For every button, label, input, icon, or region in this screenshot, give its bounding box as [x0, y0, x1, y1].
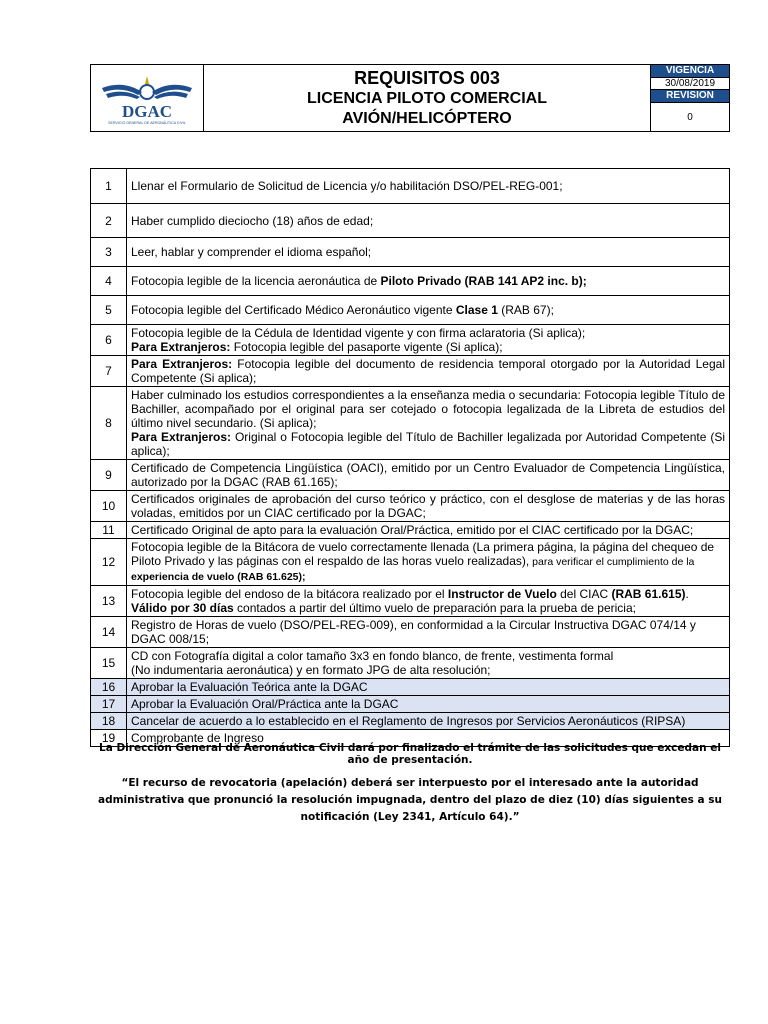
requirement-text: Para Extranjeros: Fotocopia legible del documento de residencia temporal otorgado por la Autoridad Legal Competente (Si aplica);: [127, 356, 730, 387]
logo-cell: [91, 65, 204, 132]
table-row: 2 Haber cumplido dieciocho (18) años de edad;: [91, 204, 730, 238]
table-row: 6 Fotocopia legible de la Cédula de Identidad vigente y con firma aclaratoria (Si aplica); Para Extranjeros: Fotocopia legible del pasaporte vigente (Si aplica);: [91, 325, 730, 356]
license-title: LICENCIA PILOTO COMERCIAL: [307, 90, 547, 107]
requirement-text: Fotocopia legible de la Bitácora de vuelo correctamente llenada (La primera página, la página del chequeo de Piloto Privado y las páginas con el respaldo de las horas vuelo realizadas), para verificar el cumplimiento de la experiencia de vuelo (RAB 61.625);: [127, 539, 730, 586]
table-row: 13 Fotocopia legible del endoso de la bitácora realizado por el Instructor de Vuelo del CIAC (RAB 61.615). Válido por 30 días contados a partir del último vuelo de preparación para la prueba de pericia;: [91, 586, 730, 617]
table-row: 1 Llenar el Formulario de Solicitud de Licencia y/o habilitación DSO/PEL-REG-001;: [91, 169, 730, 204]
requirement-text: Certificado Original de apto para la evaluación Oral/Práctica, emitido por el CIAC certificado por la DGAC;: [127, 522, 730, 539]
license-subtitle: AVIÓN/HELICÓPTERO: [342, 110, 512, 127]
requirement-text: Certificado de Competencia Lingüística (OACI), emitido por un Centro Evaluador de Competencia Lingüística, autorizado por la DGAC (RAB 61.165);: [127, 460, 730, 491]
table-row: 19 Comprobante de Ingreso: [91, 730, 730, 747]
requirement-text: Certificados originales de aprobación del curso teórico y práctico, con el desglose de materias y de las horas voladas, emitidos por un CIAC certificado por la DGAC;: [127, 491, 730, 522]
svg-text:DGAC: DGAC: [121, 102, 173, 121]
footer-note: La Dirección General de Aeronáutica Civil dará por finalizado el trámite de las solicitudes que excedan el año de presentación.: [99, 742, 721, 766]
table-row: 3 Leer, hablar y comprender el idioma español;: [91, 238, 730, 267]
table-row: 10 Certificados originales de aprobación del curso teórico y práctico, con el desglose de materias y de las horas voladas, emitidos por un CIAC certificado por la DGAC;: [91, 491, 730, 522]
requirement-text: Leer, hablar y comprender el idioma español;: [127, 238, 730, 267]
table-row: 18 Cancelar de acuerdo a lo establecido en el Reglamento de Ingresos por Servicios Aeronáuticos (RIPSA): [91, 713, 730, 730]
table-row: 4 Fotocopia legible de la licencia aeronáutica de Piloto Privado (RAB 141 AP2 inc. b);: [91, 267, 730, 296]
requirement-text: Fotocopia legible del endoso de la bitácora realizado por el Instructor de Vuelo del CIAC (RAB 61.615). Válido por 30 días contados a partir del último vuelo de preparación para la prueba de pericia;: [127, 586, 730, 617]
table-row: 7 Para Extranjeros: Fotocopia legible del documento de residencia temporal otorgado por la Autoridad Legal Competente (Si aplica);: [91, 356, 730, 387]
requirement-text: Comprobante de Ingreso: [127, 730, 730, 747]
table-row: 8 Haber culminado los estudios correspondientes a la enseñanza media o secundaria: Fotocopia legible Título de Bachiller, acompañado por el original para ser cotejado o fotocopia legalizada de la Libreta de estudios del último nivel secundario. (Si aplica); Para Extranjeros: Original o Fotocopia legible del Título de Bachiller legalizada por Autoridad Competente (Si aplica);: [91, 387, 730, 460]
appeal-note: “El recurso de revocatoria (apelación) deberá ser interpuesto por el interesado ante la autoridad administrativa que pronunció la resolución impugnada, dentro del plazo de diez (10) días siguientes a su notificación (Ley 2341, Artículo 64).”: [97, 777, 722, 823]
requirement-text: Haber culminado los estudios correspondientes a la enseñanza media o secundaria: Fotocopia legible Título de Bachiller, acompañado por el original para ser cotejado o fotocopia legalizada de la Libreta de estudios del último nivel secundario. (Si aplica); Para Extranjeros: Original o Fotocopia legible del Título de Bachiller legalizada por Autoridad Competente (Si aplica);: [127, 387, 730, 460]
vigencia-value: 30/08/2019: [651, 78, 730, 90]
table-row: 14 Registro de Horas de vuelo (DSO/PEL-REG-009), en conformidad a la Circular Instructiva DGAC 074/14 y DGAC 008/15;: [91, 617, 730, 648]
requirement-text: Registro de Horas de vuelo (DSO/PEL-REG-009), en conformidad a la Circular Instructiva DGAC 074/14 y DGAC 008/15;: [127, 617, 730, 648]
requirement-text: Fotocopia legible de la Cédula de Identidad vigente y con firma aclaratoria (Si aplica); Para Extranjeros: Fotocopia legible del pasaporte vigente (Si aplica);: [127, 325, 730, 356]
title-cell: [204, 65, 651, 132]
requirement-text: Aprobar la Evaluación Teórica ante la DGAC: [127, 679, 730, 696]
table-row: 12 Fotocopia legible de la Bitácora de vuelo correctamente llenada (La primera página, la página del chequeo de Piloto Privado y las páginas con el respaldo de las horas vuelo realizadas), para verificar el cumplimiento de la experiencia de vuelo (RAB 61.625);: [91, 539, 730, 586]
table-row: 17 Aprobar la Evaluación Oral/Práctica ante la DGAC: [91, 696, 730, 713]
table-row: 11 Certificado Original de apto para la evaluación Oral/Práctica, emitido por el CIAC certificado por la DGAC;: [91, 522, 730, 539]
requirement-text: Fotocopia legible de la licencia aeronáutica de Piloto Privado (RAB 141 AP2 inc. b);: [127, 267, 730, 296]
header-table: [90, 64, 730, 132]
table-row: 15 CD con Fotografía digital a color tamaño 3x3 en fondo blanco, de frente, vestimenta formal (No indumentaria aeronáutica) y en formato JPG de alta resolución;: [91, 648, 730, 679]
svg-text:SERVICIO GENERAL DE AERONÁUTIC: SERVICIO GENERAL DE AERONÁUTICA CIVIL: [108, 121, 186, 125]
revision-value: 0: [651, 103, 730, 132]
requirement-text: Aprobar la Evaluación Oral/Práctica ante la DGAC: [127, 696, 730, 713]
requirement-text: CD con Fotografía digital a color tamaño 3x3 en fondo blanco, de frente, vestimenta formal (No indumentaria aeronáutica) y en formato JPG de alta resolución;: [127, 648, 730, 679]
document-title: REQUISITOS 003: [354, 68, 500, 88]
requirement-text: Haber cumplido dieciocho (18) años de edad;: [127, 204, 730, 238]
table-row: 5 Fotocopia legible del Certificado Médico Aeronáutico vigente Clase 1 (RAB 67);: [91, 296, 730, 325]
dgac-logo-icon: [98, 70, 196, 126]
requirement-text: Cancelar de acuerdo a lo establecido en el Reglamento de Ingresos por Servicios Aeronáuticos (RIPSA): [127, 713, 730, 730]
table-row: 16 Aprobar la Evaluación Teórica ante la DGAC: [91, 679, 730, 696]
requirement-text: Llenar el Formulario de Solicitud de Licencia y/o habilitación DSO/PEL-REG-001;: [127, 169, 730, 204]
vigencia-label: VIGENCIA: [651, 65, 730, 78]
table-row: 9 Certificado de Competencia Lingüística (OACI), emitido por un Centro Evaluador de Competencia Lingüística, autorizado por la DGAC (RAB 61.165);: [91, 460, 730, 491]
requirements-table: [90, 168, 730, 747]
requirement-text: Fotocopia legible del Certificado Médico Aeronáutico vigente Clase 1 (RAB 67);: [127, 296, 730, 325]
revision-label: REVISION: [651, 90, 730, 103]
